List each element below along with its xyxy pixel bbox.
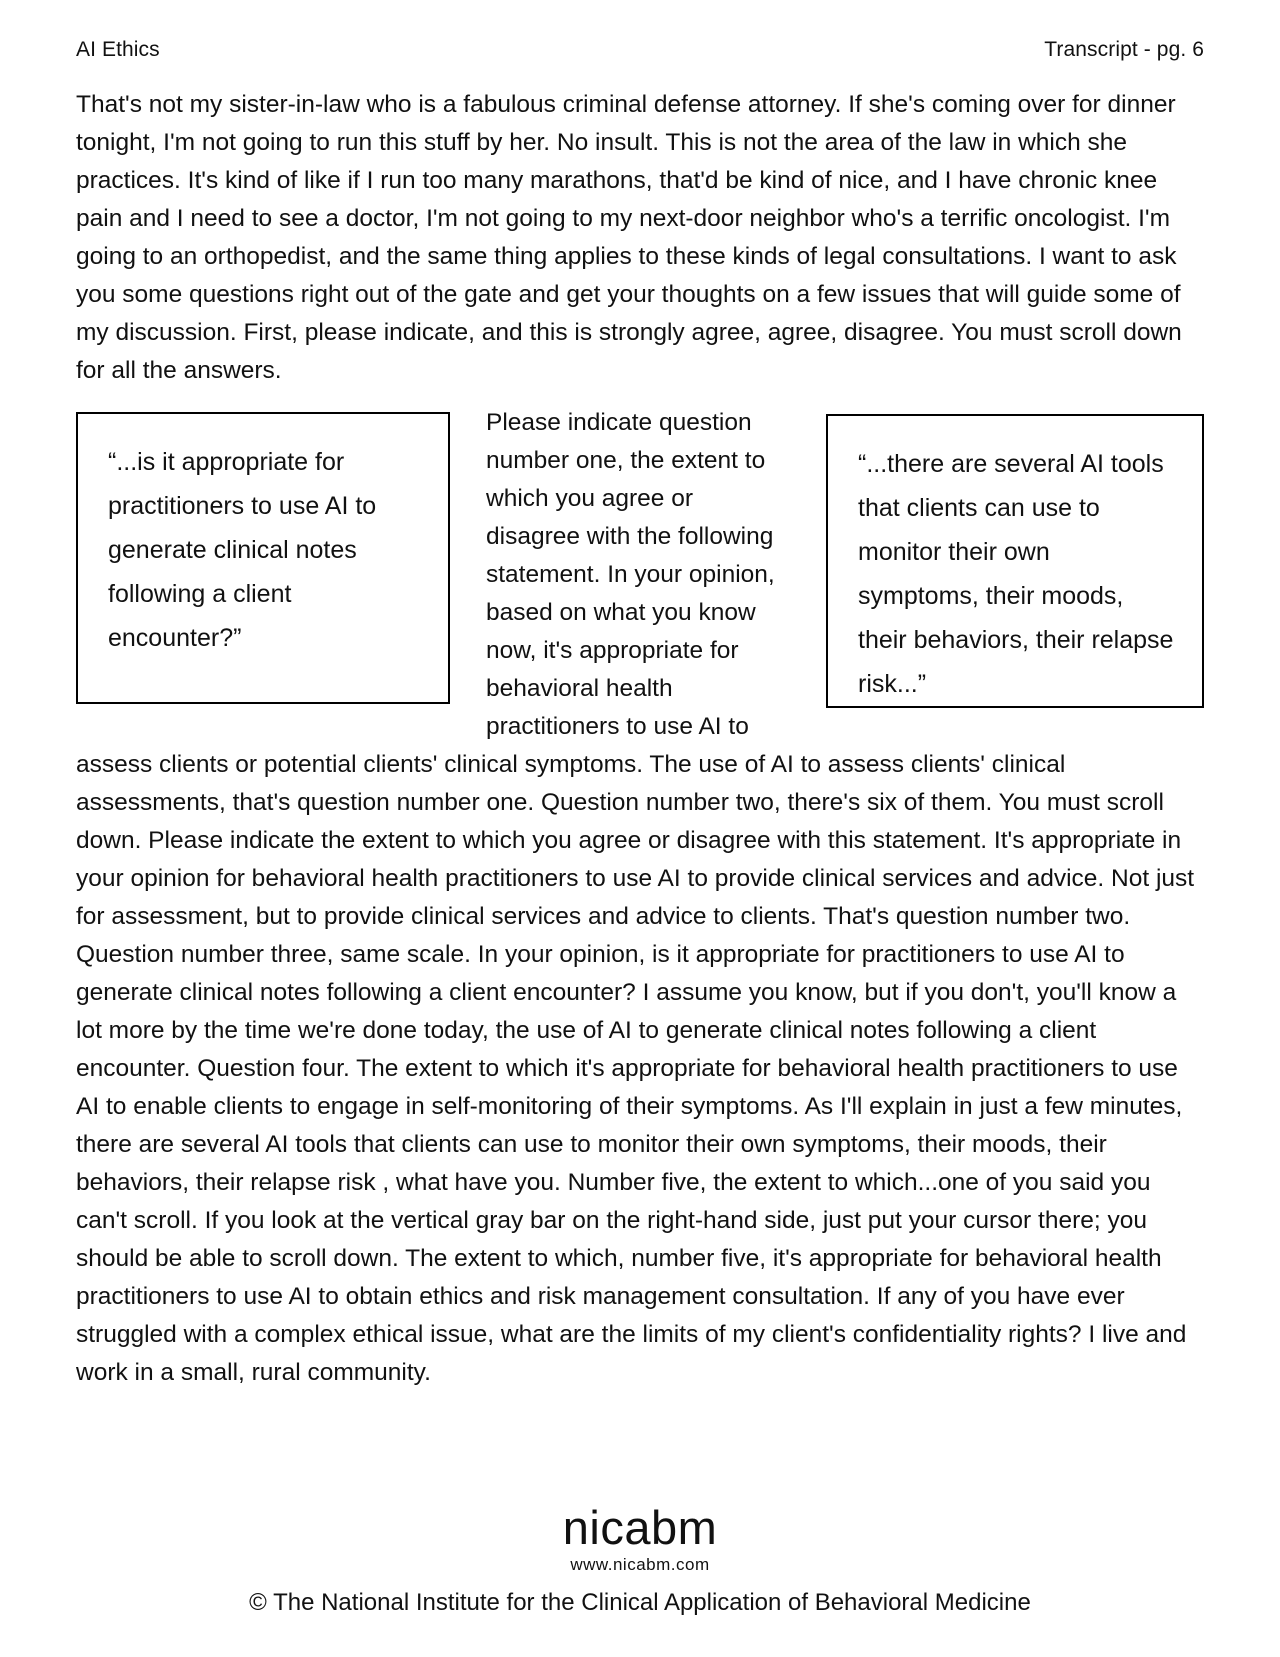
pull-quote-left: “...is it appropriate for practitioners to use AI to generate clinical notes following a client encounter?” (76, 412, 450, 704)
header-title: AI Ethics (76, 38, 160, 61)
page-header (76, 38, 1204, 62)
paragraph-2: Please indicate question number one, the extent to which you agree or disagree with the following statement. In your opinion, based on what you know now, it's appropriate for behavioral health practitioners to use AI to assess clients or potential clients' clinical symptoms. The use of AI to assess clients' clinical assessments, that's question number one. Question number two, there's six of them. You must scroll down. Please indicate the extent to which you agree or disagree with this statement. It's appropriate in your opinion for behavioral health practitioners to use AI to provide clinical services and advice. Not just for assessment, but to provide clinical services and advice to clients. That's question number two. Question number three, same scale. In your opinion, is it appropriate for practitioners to use AI to generate clinical notes following a client encounter? I assume you know, but if you don't, you'll know a lot more by the time we're done today, the use of AI to generate clinical notes following a client encounter. Question four. The extent to which it's appropriate for behavioral health practitioners to use AI to enable clients to engage in self-monitoring of their symptoms. As I'll explain in just a few minutes, there are several AI tools that clients can use to monitor their own symptoms, their moods, their behaviors, their relapse risk , what have you. Number five, the extent to which...one of you said you can't scroll. If you look at the vertical gray bar on the right-hand side, just put your cursor there; you should be able to scroll down. The extent to which, number five, it's appropriate for behavioral health practitioners to use AI to obtain ethics and risk management consultation. If any of you have ever struggled with a complex ethical issue, what are the limits of my client's confidentiality rights? I live and work in a small, rural community. (76, 409, 1195, 1386)
transcript-body (76, 86, 1204, 1392)
paragraph-1: That's not my sister-in-law who is a fabulous criminal defense attorney. If she's coming over for dinner tonight, I'm not going to run this stuff by her. No insult. This is not the area of the law in which she practices. It's kind of like if I run too many marathons, that'd be kind of nice, and I have chronic knee pain and I need to see a doctor, I'm not going to my next-door neighbor who's a terrific oncologist. I'm going to an orthopedist, and the same thing applies to these kinds of legal consultations. I want to ask you some questions right out of the gate and get your thoughts on a few issues that will guide some of my discussion. First, please indicate, and this is strongly agree, agree, disagree. You must scroll down for all the answers. (76, 91, 1182, 384)
header-page-label: Transcript - pg. 6 (1044, 38, 1204, 61)
copyright-notice: © The National Institute for the Clinical Application of Behavioral Medicine (249, 1589, 1031, 1616)
brand-url: www.nicabm.com (570, 1555, 710, 1574)
pull-quote-right: “...there are several AI tools that clients can use to monitor their own symptoms, their moods, their behaviors, their relapse risk...” (826, 414, 1204, 708)
brand-logo: nicabm (562, 1501, 718, 1554)
page-footer (0, 1503, 1280, 1617)
